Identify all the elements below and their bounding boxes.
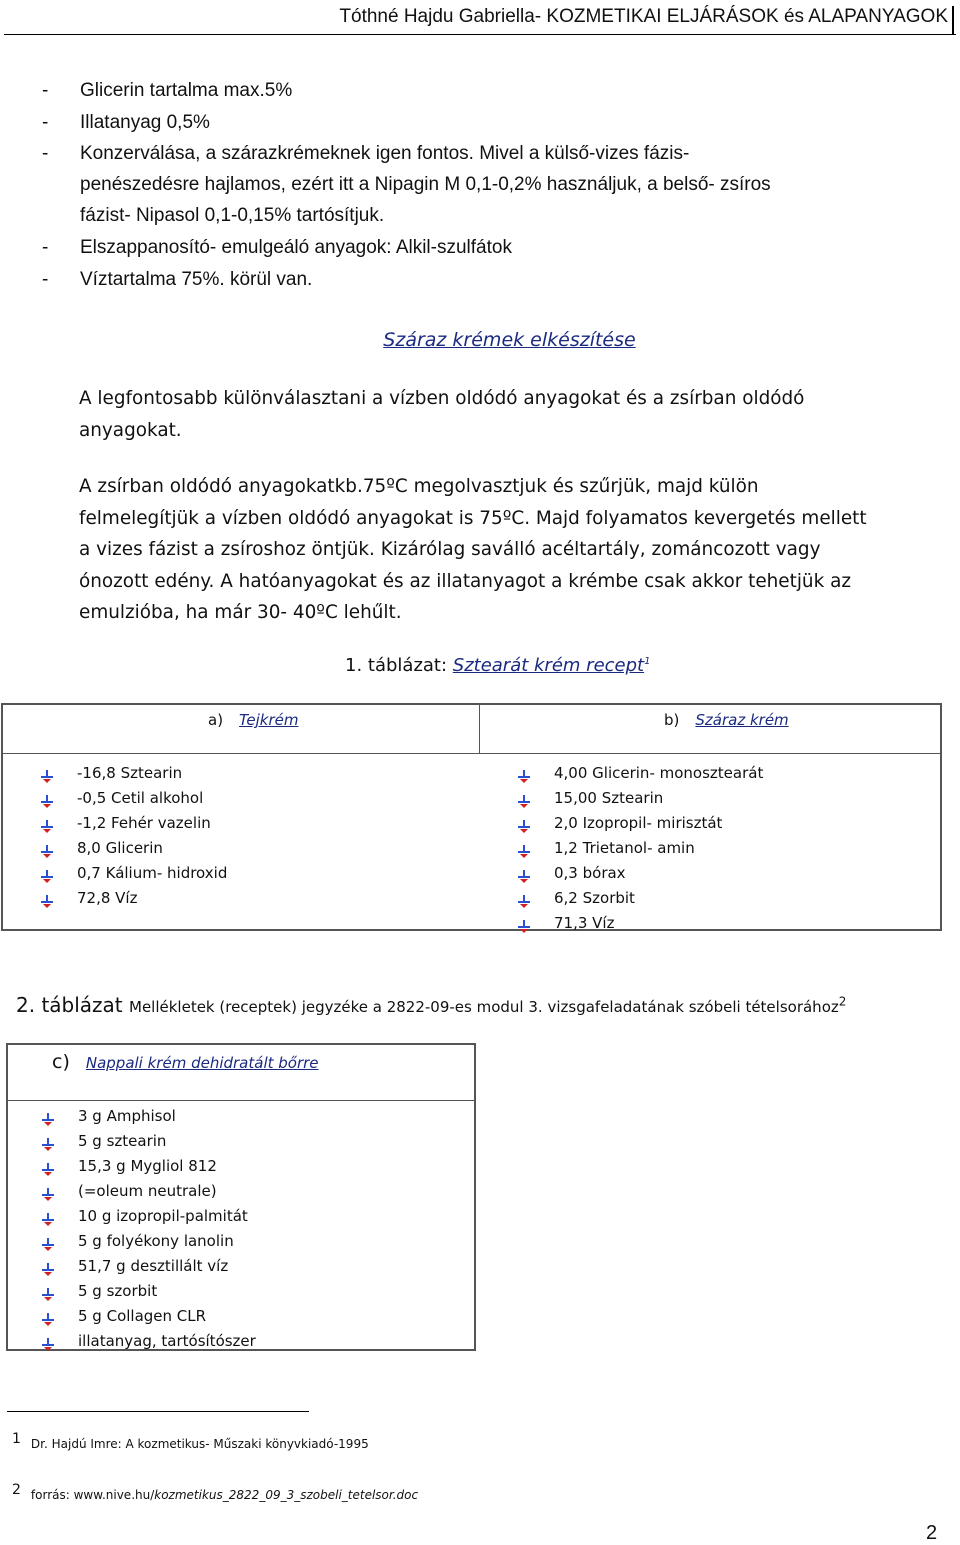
- column-marker: b): [664, 711, 680, 729]
- arrow-down-bullet-icon: [42, 1159, 54, 1172]
- paragraph-line: A legfontosabb különválasztani a vízben oldódó anyagokat és a zsírban oldódó: [79, 388, 805, 409]
- list-item-text: 5 g folyékony lanolin: [78, 1232, 234, 1250]
- list-item: [42, 1179, 442, 1204]
- footnote-text[interactable]: forrás: www.nive.hu/: [30, 1488, 155, 1502]
- footnote-filename[interactable]: kozmetikus_2822_09_3_szobeli_tetelsor.doc: [154, 1488, 419, 1502]
- list-item: [41, 861, 441, 886]
- arrow-down-bullet-icon: [42, 1209, 54, 1222]
- list-item-text: 10 g izopropil-palmitát: [78, 1207, 248, 1225]
- list-item-text: 6,2 Szorbit: [554, 889, 635, 907]
- arrow-down-bullet-icon: [42, 1334, 54, 1347]
- table1-caption-prefix: 1. táblázat:: [345, 655, 453, 676]
- list-item-text: 1,2 Trietanol- amin: [554, 839, 695, 857]
- list-item: [41, 886, 441, 911]
- list-item-text: 72,8 Víz: [77, 889, 138, 907]
- footnote-ref[interactable]: 2: [838, 994, 847, 1009]
- bullet-text: fázist- Nipasol 0,1-0,15% tartósítjuk.: [80, 205, 385, 226]
- bullet-item: [0, 107, 960, 138]
- recipe-table-2: [6, 1043, 476, 1351]
- footnote-number: 1: [12, 1431, 21, 1447]
- header-corner-mark: [952, 6, 954, 34]
- list-item-text: 5 g sztearin: [78, 1132, 167, 1150]
- arrow-down-bullet-icon: [42, 1284, 54, 1297]
- table-row-divider: [8, 1100, 474, 1101]
- list-item-text: 5 g Collagen CLR: [78, 1307, 207, 1325]
- list-item: [518, 761, 918, 786]
- list-item: [42, 1154, 442, 1179]
- arrow-down-bullet-icon: [42, 1134, 54, 1147]
- list-item-text: illatanyag, tartósítószer: [78, 1332, 256, 1350]
- arrow-down-bullet-icon: [41, 816, 53, 829]
- paragraph-line: a vizes fázist a zsíroshoz öntjük. Kizárólag saválló acéltartály, zománcozott vagy: [79, 539, 821, 560]
- ingredient-list-b: [518, 761, 938, 941]
- list-item: [41, 761, 441, 786]
- table2-header: [52, 1051, 319, 1073]
- caption-part: vizsgafeladatának szóbeli tételsorához: [547, 998, 839, 1016]
- paragraph-line: emulzióba, ha már 30- 40ºC lehűlt.: [79, 602, 402, 623]
- footnote-rule: [7, 1411, 309, 1412]
- paragraph: [79, 383, 949, 446]
- caption-part: 3.: [528, 998, 548, 1016]
- header-rule: [4, 34, 956, 35]
- column-marker: c): [52, 1051, 70, 1073]
- column-marker: a): [208, 711, 224, 729]
- list-item: [518, 836, 918, 861]
- list-item-text: 2,0 Izopropil- mirisztát: [554, 814, 723, 832]
- column-label[interactable]: Tejkrém: [239, 711, 299, 729]
- list-item: [42, 1279, 442, 1304]
- list-item: [518, 786, 918, 811]
- column-label[interactable]: Nappali krém dehidratált bőrre: [85, 1054, 319, 1072]
- list-item-text: -16,8 Sztearin: [77, 764, 183, 782]
- list-item-text: -0,5 Cetil alkohol: [77, 789, 204, 807]
- running-header: Tóthné Hajdu Gabriella- KOZMETIKAI ELJÁRÁSOK és ALAPANYAGOK: [339, 6, 948, 27]
- list-item-text: (=oleum neutrale): [78, 1182, 217, 1200]
- section-title: Száraz krémek elkészítése: [383, 329, 636, 351]
- arrow-down-bullet-icon: [518, 816, 530, 829]
- list-item-text: 0,3 bórax: [554, 864, 626, 882]
- arrow-down-bullet-icon: [41, 791, 53, 804]
- bullet-item: [0, 138, 960, 231]
- column-label[interactable]: Száraz krém: [695, 711, 789, 729]
- list-item: [42, 1304, 442, 1329]
- list-item: [41, 786, 441, 811]
- arrow-down-bullet-icon: [518, 916, 530, 929]
- paragraph-line: A zsírban oldódó anyagokatkb.75ºC megolvasztjuk és szűrjük, majd külön: [79, 476, 759, 497]
- table-row-divider: [3, 753, 940, 754]
- arrow-down-bullet-icon: [42, 1109, 54, 1122]
- list-item-text: 5 g szorbit: [78, 1282, 158, 1300]
- table1-header-b: [664, 711, 789, 729]
- bullet-text: Víztartalma 75%. körül van.: [80, 269, 313, 290]
- arrow-down-bullet-icon: [42, 1234, 54, 1247]
- bullet-dash: -: [42, 80, 49, 101]
- arrow-down-bullet-icon: [41, 891, 53, 904]
- list-item-text: -1,2 Fehér vazelin: [77, 814, 211, 832]
- arrow-down-bullet-icon: [518, 891, 530, 904]
- list-item-text: 3 g Amphisol: [78, 1107, 176, 1125]
- footnote-1: [12, 1431, 369, 1451]
- table1-caption: [345, 655, 650, 676]
- list-item: [518, 811, 918, 836]
- list-item-text: 15,3 g Mygliol 812: [78, 1157, 217, 1175]
- recipe-table-1: [1, 703, 942, 931]
- bullet-dash: -: [42, 143, 49, 164]
- bullet-text: penészedésre hajlamos, ezért itt a Nipagin M 0,1-0,2% használjuk, a belső- zsíros: [80, 174, 771, 195]
- arrow-down-bullet-icon: [42, 1259, 54, 1272]
- bullet-text: Konzerválása, a szárazkrémeknek igen fontos. Mivel a külső-vizes fázis-: [80, 143, 690, 164]
- list-item-text: 4,00 Glicerin- monosztearát: [554, 764, 764, 782]
- table1-caption-link[interactable]: Sztearát krém recept: [452, 655, 645, 676]
- paragraph: [79, 471, 949, 629]
- caption-part: 2. táblázat: [16, 993, 129, 1017]
- list-item-text: 0,7 Kálium- hidroxid: [77, 864, 228, 882]
- list-item: [41, 836, 441, 861]
- arrow-down-bullet-icon: [518, 841, 530, 854]
- table-col-divider: [479, 705, 480, 753]
- arrow-down-bullet-icon: [41, 766, 53, 779]
- table1-header-a: [208, 711, 298, 729]
- list-item: [41, 811, 441, 836]
- page-number: 2: [926, 1522, 938, 1544]
- bullet-text: Illatanyag 0,5%: [80, 112, 210, 133]
- list-item: [518, 911, 918, 936]
- arrow-down-bullet-icon: [518, 766, 530, 779]
- list-item: [518, 886, 918, 911]
- arrow-down-bullet-icon: [42, 1309, 54, 1322]
- paragraph-line: anyagokat.: [79, 419, 182, 441]
- ingredient-list-a: [41, 761, 461, 921]
- list-item: [42, 1229, 442, 1254]
- bullet-item: [0, 264, 960, 295]
- list-item: [42, 1329, 442, 1354]
- arrow-down-bullet-icon: [41, 866, 53, 879]
- caption-part: Mellékletek (receptek) jegyzéke a 2822-09-es modul: [129, 998, 529, 1016]
- table2-caption: [16, 993, 846, 1017]
- list-item: [42, 1104, 442, 1129]
- list-item-text: 8,0 Glicerin: [77, 839, 163, 857]
- footnote-2: [12, 1482, 418, 1502]
- bullet-text: Elszappanosító- emulgeáló anyagok: Alkil-szulfátok: [80, 237, 512, 258]
- bullet-dash: -: [42, 269, 49, 290]
- list-item: [42, 1129, 442, 1154]
- list-item: [518, 861, 918, 886]
- footnote-ref[interactable]: 1: [644, 656, 651, 667]
- bullet-text: Glicerin tartalma max.5%: [80, 80, 293, 101]
- ingredient-list-c: [42, 1104, 462, 1354]
- arrow-down-bullet-icon: [518, 866, 530, 879]
- bullet-dash: -: [42, 237, 49, 258]
- arrow-down-bullet-icon: [518, 791, 530, 804]
- list-item-text: 51,7 g desztillált víz: [78, 1257, 229, 1275]
- list-item: [42, 1204, 442, 1229]
- bullet-dash: -: [42, 112, 49, 133]
- paragraph-line: felmelegítjük a vízben oldódó anyagokat is 75ºC. Majd folyamatos kevergetés mellett: [79, 507, 867, 529]
- list-item: [42, 1254, 442, 1279]
- arrow-down-bullet-icon: [42, 1184, 54, 1197]
- bullet-item: [0, 232, 960, 263]
- footnote-text: Dr. Hajdú Imre: A kozmetikus- Műszaki könyvkiadó-1995: [30, 1437, 369, 1451]
- list-item-text: 15,00 Sztearin: [554, 789, 664, 807]
- arrow-down-bullet-icon: [41, 841, 53, 854]
- footnote-number: 2: [12, 1482, 21, 1498]
- bullet-item: [0, 75, 960, 106]
- paragraph-line: ónozott edény. A hatóanyagokat és az illatanyagot a krémbe csak akkor tehetjük az: [79, 570, 852, 592]
- list-item-text: 71,3 Víz: [554, 914, 615, 932]
